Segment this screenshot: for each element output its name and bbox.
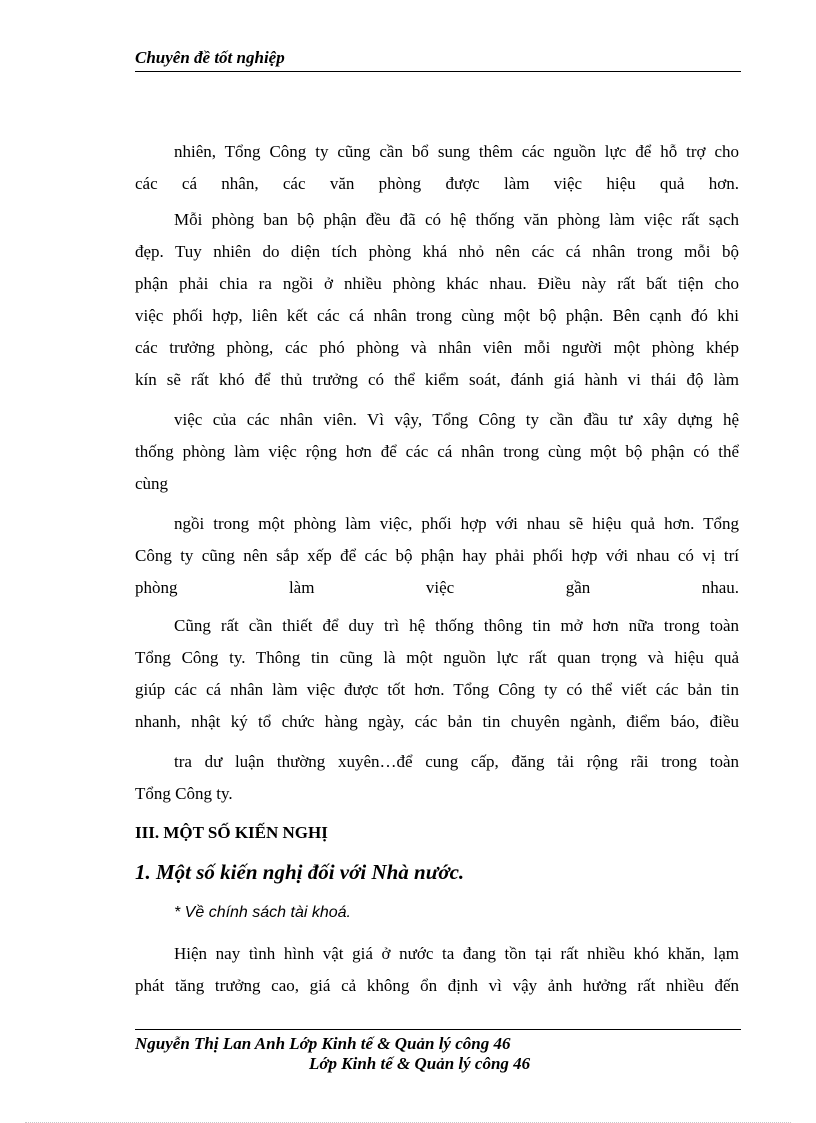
body-line: phận phải chia ra ngồi ở nhiều phòng khác nhau. Điều này rất bất tiện cho xyxy=(135,274,739,293)
body-line: tra dư luận thường xuyên…để cung cấp, đăng tải rộng rãi trong toàn xyxy=(174,752,739,771)
body-line: đẹp. Tuy nhiên do diện tích phòng khá nhỏ nên các cá nhân trong mỗi bộ xyxy=(135,242,739,261)
body-line: giúp các cá nhân làm việc được tốt hơn. Tổng Công ty có thể viết các bản tin xyxy=(135,680,739,699)
section-heading: III. MỘT SỐ KIẾN NGHỊ xyxy=(135,823,328,842)
body-line: Công ty cũng nên sắp xếp để các bộ phận hay phải phối hợp với nhau có vị trí xyxy=(135,546,739,565)
body-line: Tổng Công ty. Thông tin cũng là một nguồn lực rất quan trọng và hiệu quả xyxy=(135,648,739,667)
body-line: cùng xyxy=(135,474,169,493)
footer-rule xyxy=(135,1029,741,1030)
body-line: ngồi trong một phòng làm việc, phối hợp với nhau sẽ hiệu quả hơn. Tổng xyxy=(174,514,739,533)
footer-author-line: Nguyễn Thị Lan Anh Lớp Kinh tế & Quản lý công 46 xyxy=(135,1034,511,1053)
subsection-heading: 1. Một số kiến nghị đối với Nhà nước. xyxy=(135,860,465,884)
body-line: các cá nhân, các văn phòng được làm việc hiệu quả hơn. xyxy=(135,174,739,193)
body-line: việc của các nhân viên. Vì vậy, Tổng Công ty cần đầu tư xây dựng hệ xyxy=(174,410,739,429)
body-line: Hiện nay tình hình vật giá ở nước ta đang tồn tại rất nhiều khó khăn, lạm xyxy=(174,944,739,963)
body-line: Mỗi phòng ban bộ phận đều đã có hệ thống văn phòng làm việc rất sạch xyxy=(174,210,739,229)
body-line: nhanh, nhật ký tổ chức hàng ngày, các bản tin chuyên ngành, điểm báo, điều xyxy=(135,712,739,731)
body-line: các trưởng phòng, các phó phòng và nhân viên mỗi người một phòng khép xyxy=(135,338,739,357)
header-rule xyxy=(135,71,741,72)
body-line: việc phối hợp, liên kết các cá nhân trong cùng một bộ phận. Bên cạnh đó khi xyxy=(135,306,739,325)
body-line: phát tăng trưởng cao, giá cả không ổn định vì vậy ảnh hưởng rất nhiều đến xyxy=(135,976,739,995)
body-line: phòng làm việc gần nhau. xyxy=(135,578,739,597)
body-line: Tổng Công ty. xyxy=(135,784,233,803)
page-header-title: Chuyên đề tốt nghiệp xyxy=(135,48,285,67)
body-line: kín sẽ rất khó để thủ trưởng có thể kiểm soát, đánh giá hành vi thái độ làm xyxy=(135,370,739,389)
body-line: Cũng rất cần thiết để duy trì hệ thống thông tin mở hơn nữa trong toàn xyxy=(174,616,739,635)
footer-class-line: Lớp Kinh tế & Quản lý công 46 xyxy=(309,1054,531,1073)
body-line: nhiên, Tổng Công ty cũng cần bổ sung thêm các nguồn lực để hỗ trợ cho xyxy=(174,142,739,161)
policy-note: * Về chính sách tài khoá. xyxy=(174,904,351,921)
body-line: thống phòng làm việc rộng hơn để các cá nhân trong cùng một bộ phận có thể xyxy=(135,442,739,461)
